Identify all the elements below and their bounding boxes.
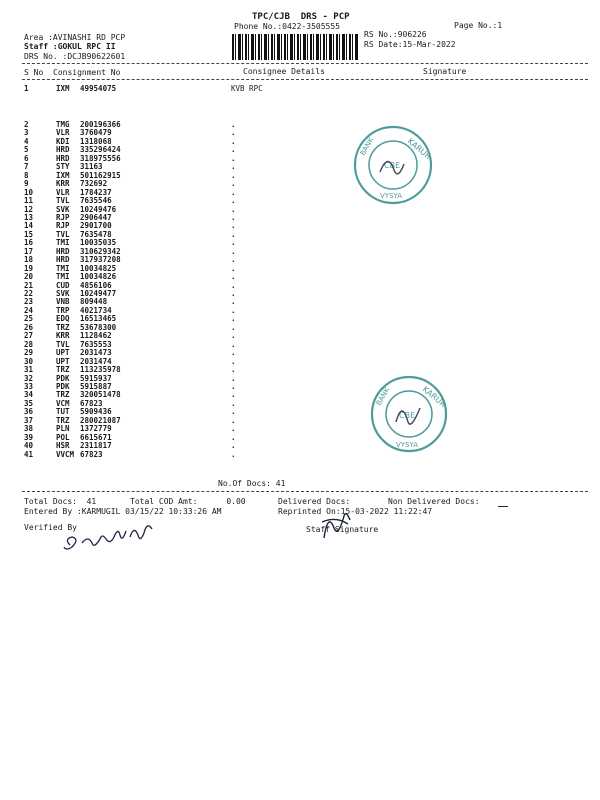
row-consignment-number: 10034826 (80, 272, 117, 282)
row-consignment-number: 67823 (80, 449, 103, 459)
row-prefix: VLR (56, 187, 70, 197)
row-prefix: UPT (56, 356, 70, 366)
row-consignment-number: 67823 (80, 398, 103, 408)
consignee-placeholder: . (231, 356, 236, 366)
row-prefix: PDK (56, 381, 70, 391)
row-prefix: HRD (56, 153, 70, 163)
col-sno: S No (24, 68, 44, 77)
row-sno: 39 (24, 432, 34, 442)
consignee-placeholder: . (231, 398, 236, 408)
row-sno: 1 (24, 84, 29, 93)
consignee-placeholder: . (231, 204, 236, 214)
row-sno: 4 (24, 136, 29, 146)
consignee-placeholder: . (231, 162, 236, 172)
consignee-placeholder: . (231, 305, 236, 315)
verified-by-label: Verified By (24, 523, 77, 532)
row-sno: 3 (24, 128, 29, 138)
non-delivered-docs: Non Delivered Docs: (388, 497, 480, 506)
row-consignment-number: 5909436 (80, 407, 112, 417)
row-consignment-number: 2031473 (80, 348, 112, 358)
table-row (0, 366, 600, 374)
consignee-placeholder: . (231, 373, 236, 383)
row-sno: 11 (24, 196, 34, 206)
row-prefix: IXM (56, 170, 70, 180)
row-prefix: PDK (56, 373, 70, 383)
row-prefix: PLN (56, 424, 70, 434)
consignee-placeholder: . (231, 432, 236, 442)
table-row (0, 85, 600, 93)
row-sno: 30 (24, 356, 34, 366)
row-sno: 16 (24, 238, 34, 248)
row-sno: 31 (24, 365, 34, 375)
consignee-placeholder: . (231, 145, 236, 155)
row-consignment-number: 10035035 (80, 238, 117, 248)
row-sno: 34 (24, 390, 34, 400)
page-number: Page No.:1 (454, 21, 503, 30)
row-sno: 7 (24, 162, 29, 172)
row-prefix: TVL (56, 229, 70, 239)
row-consignment-number: 53678300 (80, 322, 117, 332)
consignee-placeholder: . (231, 246, 236, 256)
consignee-placeholder: . (231, 441, 236, 451)
consignee-placeholder: . (231, 229, 236, 239)
phone-number: Phone No.:0422-3505555 (234, 22, 340, 31)
svg-text:VYSYA: VYSYA (396, 441, 419, 449)
row-sno: 38 (24, 424, 34, 434)
consignee-placeholder: . (231, 272, 236, 282)
consignee-placeholder: . (231, 120, 236, 129)
row-prefix: IXM (56, 84, 70, 93)
row-prefix: CUD (56, 280, 70, 290)
drs-number: DRS No. :DCJB90622601 (24, 52, 126, 61)
row-prefix: VNB (56, 297, 70, 307)
consignee-placeholder: . (231, 339, 236, 349)
consignee-placeholder: . (231, 128, 236, 138)
row-sno: 9 (24, 179, 29, 189)
row-sno: 15 (24, 229, 34, 239)
rs-date: RS Date:15-Mar-2022 (364, 40, 456, 49)
consignee-placeholder: . (231, 221, 236, 231)
consignee-placeholder: . (231, 289, 236, 298)
svg-text:VYSYA: VYSYA (380, 192, 403, 200)
row-prefix: TRZ (56, 415, 70, 425)
row-sno: 19 (24, 263, 34, 273)
row-prefix: HRD (56, 145, 70, 155)
row-consignment-number: 809448 (80, 297, 108, 307)
row-consignment-number: 5915937 (80, 373, 112, 383)
row-consignment-number: 320051478 (80, 390, 121, 400)
row-prefix: VVCM (56, 449, 75, 459)
row-consignment-number: 3760479 (80, 128, 112, 138)
consignee-placeholder: . (231, 390, 236, 400)
row-consignment-number: 10249477 (80, 289, 117, 298)
row-consignment-number: 10249476 (80, 204, 117, 214)
document-title: TPC/CJB DRS - PCP (252, 12, 350, 22)
bank-stamp-2 (368, 372, 450, 456)
staff-signature-label: Staff Signature (306, 525, 379, 534)
row-consignment-number: 732692 (80, 179, 108, 189)
consignee-placeholder: . (231, 170, 236, 180)
delivered-docs: Delivered Docs: (278, 497, 351, 506)
row-consignment-number: 2031474 (80, 356, 112, 366)
row-consignment-number: 4856106 (80, 280, 112, 290)
consignee-placeholder: . (231, 297, 236, 307)
row-sno: 8 (24, 170, 29, 180)
consignee-placeholder: . (231, 348, 236, 358)
row-consignment-number: 16513465 (80, 314, 117, 324)
row-prefix: RJP (56, 212, 70, 222)
table-row (0, 451, 600, 459)
row-prefix: KDI (56, 136, 70, 146)
row-prefix: POL (56, 432, 70, 442)
col-consignee: Consignee Details (243, 67, 325, 76)
row-consignment-number: 1128462 (80, 331, 112, 341)
consignee-placeholder: . (231, 449, 236, 459)
row-consignment-number: 5915887 (80, 381, 112, 391)
row-sno: 41 (24, 449, 34, 459)
row-consignment-number: 310629342 (80, 246, 121, 256)
row-prefix: HRD (56, 246, 70, 256)
column-divider (22, 79, 588, 80)
row-sno: 32 (24, 373, 34, 383)
row-sno: 23 (24, 297, 34, 307)
row-sno: 14 (24, 221, 34, 231)
row-consignment-number: 317937208 (80, 255, 121, 265)
bank-stamp (350, 122, 436, 208)
staff-label: Staff :GOKUL RPC II (24, 42, 116, 51)
row-consignment-number: 113235978 (80, 365, 121, 375)
row-consignment-number: 200196366 (80, 120, 121, 129)
row-sno: 27 (24, 331, 34, 341)
row-sno: 28 (24, 339, 34, 349)
row-sno: 18 (24, 255, 34, 265)
row-prefix: TRZ (56, 365, 70, 375)
row-sno: 22 (24, 289, 34, 298)
row-sno: 24 (24, 305, 34, 315)
row-prefix: TMI (56, 272, 70, 282)
consignee-placeholder: . (231, 255, 236, 265)
row-consignment-number: 335296424 (80, 145, 121, 155)
row-sno: 13 (24, 212, 34, 222)
total-cod-amount: Total COD Amt: 0.00 (130, 497, 246, 506)
row-consignment-number: 2311817 (80, 441, 112, 451)
consignee-placeholder: . (231, 365, 236, 375)
svg-text:BANK: BANK (358, 136, 376, 157)
row-sno: 26 (24, 322, 34, 332)
consignee-placeholder: . (231, 136, 236, 146)
consignee-placeholder: . (231, 280, 236, 290)
svg-text:KARUR: KARUR (420, 384, 448, 410)
area-label: Area :AVINASHI RD PCP (24, 33, 126, 42)
table-row (0, 256, 600, 264)
consignee-placeholder: . (231, 314, 236, 324)
row-sno: 6 (24, 153, 29, 163)
row-prefix: TMG (56, 120, 70, 129)
barcode (232, 34, 358, 60)
row-consignment-number: 10034825 (80, 263, 117, 273)
consignee-placeholder: . (231, 331, 236, 341)
row-prefix: TUT (56, 407, 70, 417)
row-consignment-number: 1784237 (80, 187, 112, 197)
row-sno: 17 (24, 246, 34, 256)
table-row (0, 349, 600, 357)
row-sno: 25 (24, 314, 34, 324)
consignee-placeholder: . (231, 187, 236, 197)
row-consignment-number: 6615671 (80, 432, 112, 442)
row-consignment-number: 1372779 (80, 424, 112, 434)
row-sno: 35 (24, 398, 34, 408)
consignee-placeholder: . (231, 322, 236, 332)
row-consignment-number: 31163 (80, 162, 103, 172)
table-row (0, 442, 600, 450)
row-prefix: KRR (56, 331, 70, 341)
consignee-placeholder: . (231, 212, 236, 222)
row-prefix: UPT (56, 348, 70, 358)
svg-text:BANK: BANK (374, 386, 392, 407)
row-prefix: TRZ (56, 322, 70, 332)
row-consignment-number: 2901700 (80, 221, 112, 231)
row-sno: 40 (24, 441, 34, 451)
row-sno: 2 (24, 120, 29, 129)
row-prefix: HSR (56, 441, 70, 451)
svg-text:CBE: CBE (384, 161, 401, 170)
row-prefix: KRR (56, 179, 70, 189)
row-sno: 36 (24, 407, 34, 417)
consignee-placeholder: . (231, 153, 236, 163)
doc-count: No.Of Docs: 41 (218, 479, 286, 488)
row-sno: 29 (24, 348, 34, 358)
row-consignment-number: 1318068 (80, 136, 112, 146)
row-prefix: TMI (56, 238, 70, 248)
header-divider (22, 63, 588, 64)
consignee-placeholder: . (231, 196, 236, 206)
row-sno: 5 (24, 145, 29, 155)
row-prefix: TVL (56, 196, 70, 206)
row-prefix: HRD (56, 255, 70, 265)
row-consignment-number: 49954075 (80, 84, 117, 93)
row-prefix: VCM (56, 398, 70, 408)
row-sno: 33 (24, 381, 34, 391)
row-consignment-number: 7635553 (80, 339, 112, 349)
table-row (0, 197, 600, 205)
row-consignment-number: 7635478 (80, 229, 112, 239)
row-prefix: SVK (56, 289, 70, 298)
row-prefix: TRP (56, 305, 70, 315)
row-prefix: RJP (56, 221, 70, 231)
svg-text:CBE: CBE (399, 411, 416, 420)
consignee-placeholder: . (231, 179, 236, 189)
row-consignee: KVB RPC (231, 84, 263, 93)
non-delivered-blank (498, 506, 508, 507)
row-sno: 20 (24, 272, 34, 282)
table-row (0, 273, 600, 281)
staff-signature (316, 508, 356, 546)
row-sno: 21 (24, 280, 34, 290)
col-consignment: Consignment No (53, 68, 121, 77)
row-prefix: STY (56, 162, 70, 172)
row-prefix: SVK (56, 204, 70, 214)
entered-by: Entered By :KARMUGIL 03/15/22 10:33:26 AM (24, 507, 222, 516)
row-prefix: TRZ (56, 390, 70, 400)
col-signature: Signature (423, 67, 467, 76)
row-prefix: TVL (56, 339, 70, 349)
rs-number: RS No.:906226 (364, 30, 427, 39)
total-docs: Total Docs: 41 (24, 497, 97, 506)
consignee-placeholder: . (231, 238, 236, 248)
consignee-placeholder: . (231, 424, 236, 434)
row-prefix: EDQ (56, 314, 70, 324)
row-consignment-number: 7635546 (80, 196, 112, 206)
table-row (0, 180, 600, 188)
row-consignment-number: 501162915 (80, 170, 121, 180)
table-row (0, 425, 600, 433)
row-consignment-number: 2906447 (80, 212, 112, 222)
row-consignment-number: 4021734 (80, 305, 112, 315)
footer-divider (22, 491, 588, 492)
row-sno: 37 (24, 415, 34, 425)
row-prefix: VLR (56, 128, 70, 138)
row-sno: 10 (24, 187, 34, 197)
row-consignment-number: 280021087 (80, 415, 121, 425)
svg-text:KARUR: KARUR (405, 136, 433, 162)
consignee-placeholder: . (231, 263, 236, 273)
reprinted-on: Reprinted On:15-03-2022 11:22:47 (278, 507, 433, 516)
verifier-signature (60, 515, 180, 560)
consignee-placeholder: . (231, 407, 236, 417)
row-sno: 12 (24, 204, 34, 214)
consignee-placeholder: . (231, 415, 236, 425)
row-consignment-number: 318975556 (80, 153, 121, 163)
row-prefix: TMI (56, 263, 70, 273)
consignee-placeholder: . (231, 381, 236, 391)
